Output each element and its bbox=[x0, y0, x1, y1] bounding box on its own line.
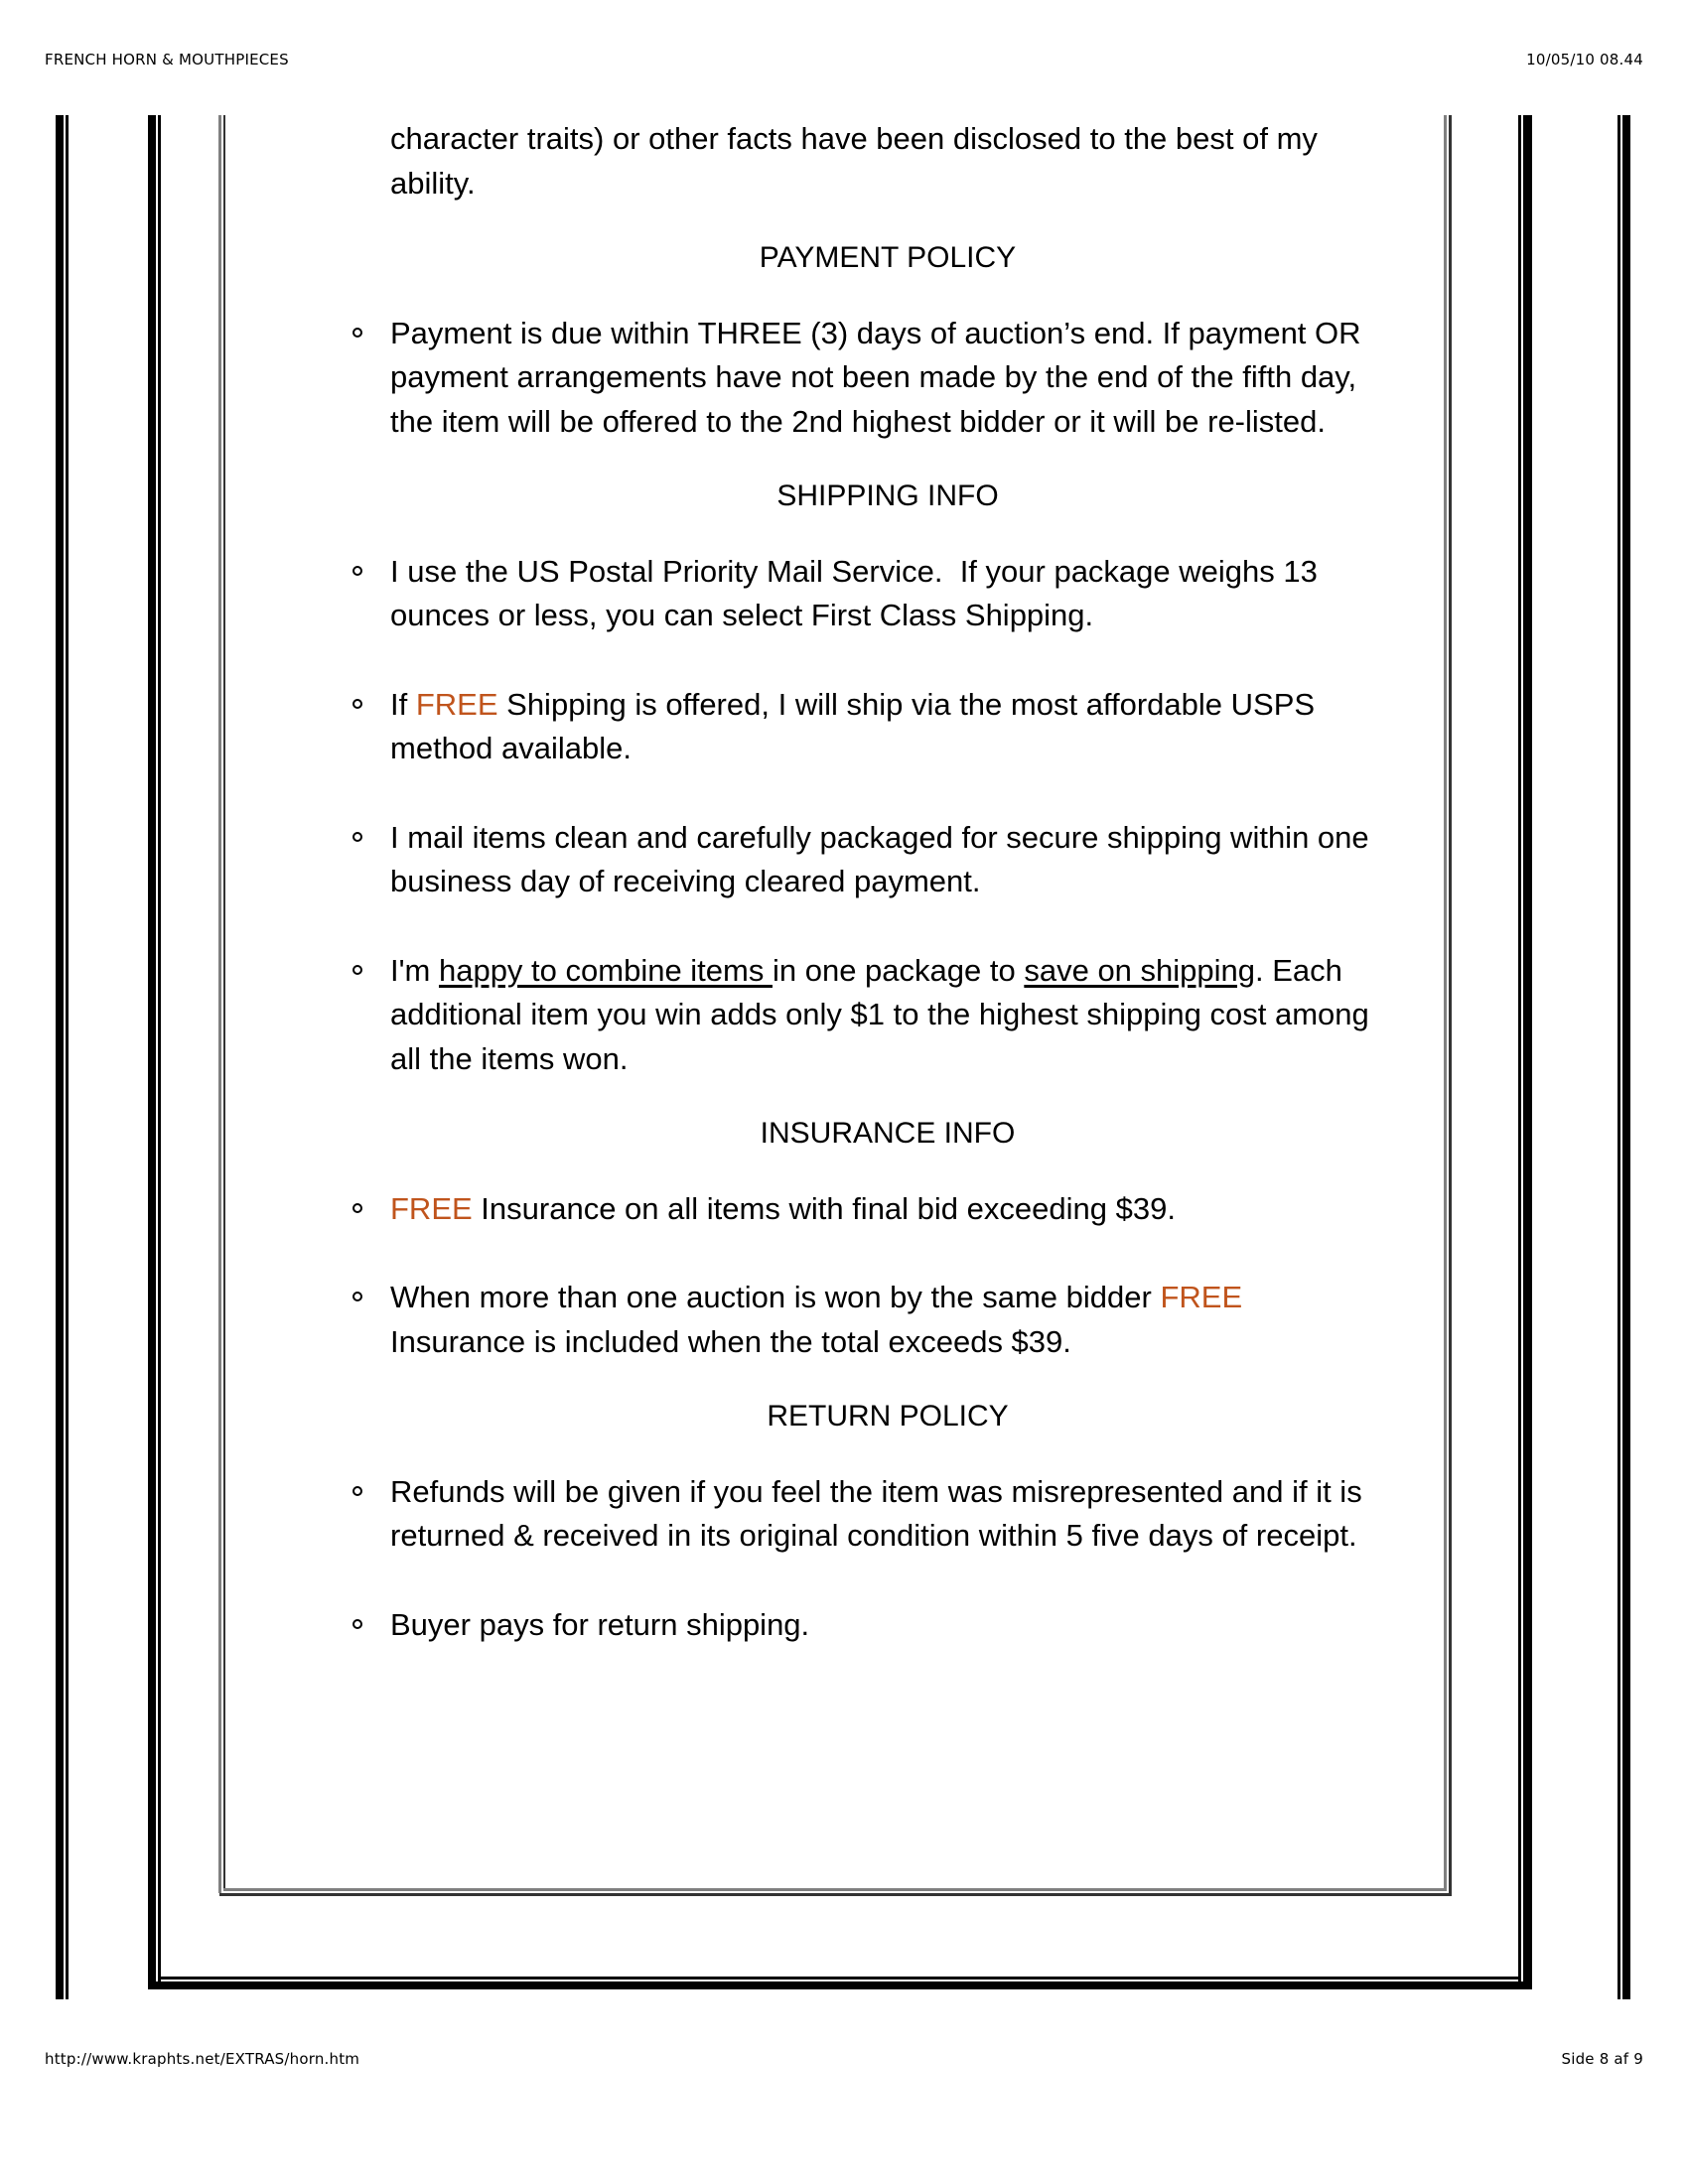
page-border-left-thick bbox=[56, 115, 64, 1999]
return-item-buyer-pays bbox=[352, 1603, 1385, 1648]
shipping-item-free-post: Shipping is offered, I will ship via the most affordable USPS method available. bbox=[390, 686, 1316, 765]
return-item-buyer-pays-text: Buyer pays for return shipping. bbox=[390, 1606, 810, 1642]
shipping-item-packaging bbox=[352, 816, 1385, 904]
free-highlight: FREE bbox=[415, 686, 498, 722]
shipping-item-packaging-text: I mail items clean and carefully packaged for secure shipping within one business day of receiving cleared payment. bbox=[390, 819, 1369, 898]
frame-right-thick bbox=[1523, 115, 1532, 1988]
bullet-circle-icon bbox=[352, 832, 362, 842]
shipping-item-combine bbox=[352, 949, 1385, 1082]
bullet-circle-icon bbox=[352, 328, 362, 338]
print-footer-url: http://www.kraphts.net/EXTRAS/horn.htm bbox=[45, 2050, 360, 2068]
bullet-circle-icon bbox=[352, 1292, 362, 1301]
print-footer-page: Side 8 af 9 bbox=[1561, 2050, 1643, 2068]
save-on-shipping-link[interactable]: save on shipping bbox=[1024, 952, 1256, 988]
page-border-right-thick bbox=[1622, 115, 1630, 1999]
insurance-item-multiple-post: Insurance is included when the total exceeds $39. bbox=[390, 1323, 1071, 1359]
bullet-circle-icon bbox=[352, 1619, 362, 1629]
bullet-circle-icon bbox=[352, 1203, 362, 1213]
frame-right-thin bbox=[1518, 115, 1521, 1982]
return-item-refunds bbox=[352, 1470, 1385, 1559]
payment-item bbox=[352, 312, 1385, 445]
shipping-item-free-pre: If bbox=[390, 686, 416, 722]
bullet-circle-icon bbox=[352, 1486, 362, 1496]
print-header-datetime: 10/05/10 08.44 bbox=[1526, 51, 1643, 68]
inner-frame-left-light bbox=[218, 115, 221, 1893]
inner-frame-right-dark bbox=[1449, 115, 1452, 1893]
free-highlight: FREE bbox=[1160, 1280, 1243, 1314]
shipping-item-postal bbox=[352, 550, 1385, 638]
inner-frame-bottom-dark bbox=[219, 1893, 1452, 1896]
insurance-item-multiple bbox=[352, 1276, 1385, 1364]
shipping-item-combine-post: . Each additional item you win adds only $1 to the highest shipping cost among all the items won. bbox=[390, 952, 1369, 1076]
shipping-item-combine-mid: in one package to bbox=[772, 952, 1025, 988]
return-item-refunds-text: Refunds will be given if you feel the item was misrepresented and if it is returned & received in its original condition within 5 five days of receipt. bbox=[390, 1473, 1362, 1553]
shipping-info-heading: SHIPPING INFO bbox=[776, 479, 999, 512]
insurance-item-multiple-pre: When more than one auction is won by the same bidder bbox=[390, 1280, 1161, 1314]
bullet-circle-icon bbox=[352, 566, 362, 576]
page-border-left-thin bbox=[66, 115, 69, 1999]
payment-item-text: Payment is due within THREE (3) days of auction’s end. If payment OR payment arrangements have not been made by the end of the fifth day, the item will be offered to the 2nd highest bidder or it will be re-listed. bbox=[390, 315, 1361, 439]
return-policy-heading: RETURN POLICY bbox=[767, 1400, 1009, 1433]
print-header-title: FRENCH HORN & MOUTHPIECES bbox=[45, 51, 289, 68]
policy-content bbox=[352, 117, 1385, 1647]
payment-policy-heading: PAYMENT POLICY bbox=[759, 241, 1017, 274]
frame-bottom-thin bbox=[158, 1977, 1521, 1979]
inner-frame-bottom-light bbox=[223, 1888, 1447, 1891]
page-border-right-thin bbox=[1618, 115, 1620, 1999]
combine-items-link[interactable]: happy to combine items bbox=[438, 952, 773, 988]
frame-left-thick bbox=[148, 115, 156, 1988]
inner-frame-left-dark bbox=[223, 115, 225, 1888]
intro-text: character traits) or other facts have been disclosed to the best of my ability. bbox=[390, 121, 1318, 201]
inner-frame-right-light bbox=[1444, 115, 1447, 1888]
insurance-item-final-bid bbox=[352, 1187, 1385, 1232]
bullet-circle-icon bbox=[352, 965, 362, 975]
bullet-circle-icon bbox=[352, 699, 362, 709]
shipping-item-free bbox=[352, 683, 1385, 771]
shipping-item-postal-text: I use the US Postal Priority Mail Service. If your package weighs 13 ounces or less, you can select First Class Shipping. bbox=[390, 553, 1318, 632]
insurance-info-heading: INSURANCE INFO bbox=[760, 1117, 1016, 1150]
shipping-item-combine-pre: I'm bbox=[390, 952, 439, 988]
frame-left-thin bbox=[158, 115, 161, 1982]
frame-bottom-thick bbox=[148, 1981, 1532, 1989]
free-highlight: FREE bbox=[390, 1190, 473, 1226]
insurance-item-final-bid-text: Insurance on all items with final bid exceeding $39. bbox=[472, 1190, 1176, 1226]
